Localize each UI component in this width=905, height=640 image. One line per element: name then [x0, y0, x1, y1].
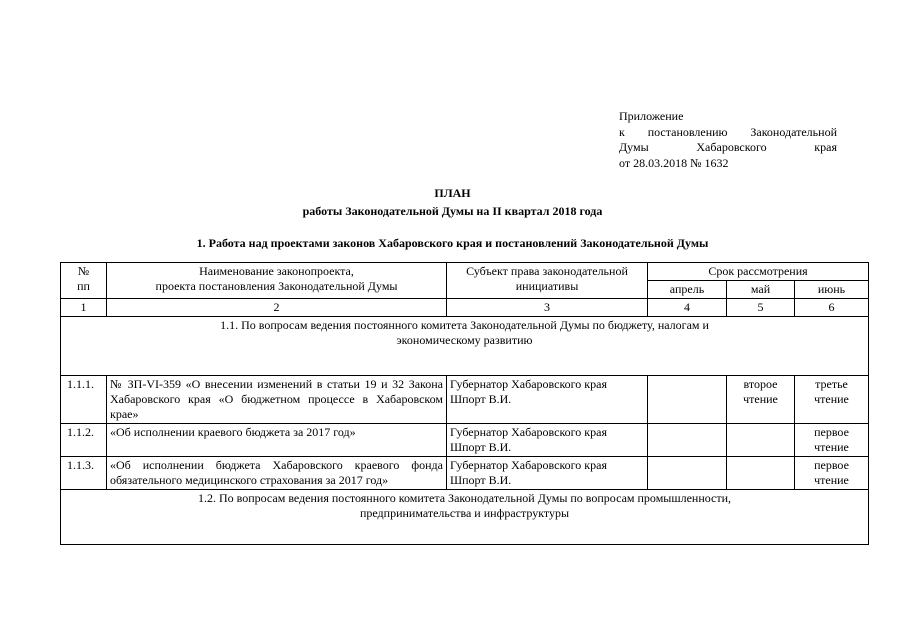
table-header-row — [61, 263, 869, 281]
row-subject — [447, 376, 648, 424]
header-num-line2: пп — [77, 279, 90, 293]
row-name: «Об исполнении бюджета Хабаровского краевого фонда обязательного медицинского страхования за 2017 год» — [107, 457, 447, 490]
header-april: апрель — [648, 281, 727, 299]
row-june-line2: чтение — [814, 392, 849, 406]
column-number: 6 — [795, 299, 869, 317]
plan-table — [60, 262, 869, 545]
column-number: 5 — [727, 299, 795, 317]
row-june-line2: чтение — [814, 440, 849, 454]
row-subject-line2: Шпорт В.И. — [450, 473, 512, 487]
header-num-line1: № — [77, 264, 90, 278]
section-row-1-1 — [61, 317, 869, 376]
row-subject-line2: Шпорт В.И. — [450, 440, 512, 454]
row-april — [648, 424, 727, 457]
row-num: 1.1.2. — [61, 424, 107, 457]
row-num: 1.1.3. — [61, 457, 107, 490]
appendix-word: Думы — [619, 140, 649, 154]
row-name: № ЗП-VI-359 «О внесении изменений в статьи 19 и 32 Закона Хабаровского края «О бюджетном процессе в Хабаровском крае» — [107, 376, 447, 424]
table-row — [61, 376, 869, 424]
section-row-1-2 — [61, 490, 869, 545]
row-may-line1: второе — [743, 377, 778, 391]
row-subject-line1: Губернатор Хабаровского края — [450, 377, 607, 391]
plan-heading: ПЛАН — [434, 186, 471, 200]
section-1-2-line2: предпринимательства и инфраструктуры — [359, 506, 570, 520]
column-number: 2 — [107, 299, 447, 317]
header-name-line2: проекта постановления Законодательной Думы — [155, 279, 398, 293]
appendix-line-4: от 28.03.2018 № 1632 — [619, 155, 729, 170]
row-num: 1.1.1. — [61, 376, 107, 424]
row-subject-line2: Шпорт В.И. — [450, 392, 512, 406]
section-1-1-line1: 1.1. По вопросам ведения постоянного комитета Законодательной Думы по бюджету, налогам и — [220, 318, 709, 332]
row-subject — [447, 457, 648, 490]
table-row — [61, 457, 869, 490]
header-may: май — [727, 281, 795, 299]
column-number: 3 — [447, 299, 648, 317]
header-name — [107, 263, 447, 299]
table-row — [61, 424, 869, 457]
row-june-line2: чтение — [814, 473, 849, 487]
column-number: 4 — [648, 299, 727, 317]
header-subject — [447, 263, 648, 299]
appendix-word: Законодательной — [750, 124, 837, 139]
row-june-line1: первое — [814, 458, 849, 472]
row-april — [648, 457, 727, 490]
header-name-line1: Наименование законопроекта, — [199, 264, 354, 278]
column-number: 1 — [61, 299, 107, 317]
header-subject-line1: Субъект права законодательной — [466, 264, 628, 278]
row-june — [795, 376, 869, 424]
appendix-line-1: Приложение — [619, 109, 684, 123]
section-1-1-line2: экономическому развитию — [396, 333, 533, 347]
row-name: «Об исполнении краевого бюджета за 2017 год» — [107, 424, 447, 457]
row-may — [727, 457, 795, 490]
header-subject-line2: инициативы — [515, 279, 579, 293]
header-june: июнь — [795, 281, 869, 299]
appendix-block — [619, 109, 837, 171]
row-april — [648, 376, 727, 424]
row-may — [727, 376, 795, 424]
section-1-2-line1: 1.2. По вопросам ведения постоянного комитета Законодательной Думы по вопросам промышленности, — [197, 491, 732, 505]
appendix-word: Хабаровского — [696, 140, 767, 154]
section-1-1-cell — [61, 317, 869, 376]
appendix-word: постановлению — [647, 124, 728, 139]
header-num — [61, 263, 107, 299]
header-period: Срок рассмотрения — [648, 263, 869, 281]
plan-subheading: работы Законодательной Думы на II квартал 2018 года — [302, 204, 603, 218]
appendix-word: к — [619, 124, 625, 139]
section-title: 1. Работа над проектами законов Хабаровского края и постановлений Законодательной Думы — [196, 236, 709, 250]
column-number-row — [61, 299, 869, 317]
row-subject-line1: Губернатор Хабаровского края — [450, 425, 607, 439]
section-1-2-cell — [61, 490, 869, 545]
row-june-line1: третье — [815, 377, 848, 391]
appendix-line-2 — [619, 125, 837, 141]
appendix-line-3 — [619, 140, 837, 156]
row-june — [795, 457, 869, 490]
row-may — [727, 424, 795, 457]
row-june-line1: первое — [814, 425, 849, 439]
row-june — [795, 424, 869, 457]
appendix-word: края — [814, 140, 837, 154]
row-subject — [447, 424, 648, 457]
row-subject-line1: Губернатор Хабаровского края — [450, 458, 607, 472]
row-may-line2: чтение — [743, 392, 778, 406]
